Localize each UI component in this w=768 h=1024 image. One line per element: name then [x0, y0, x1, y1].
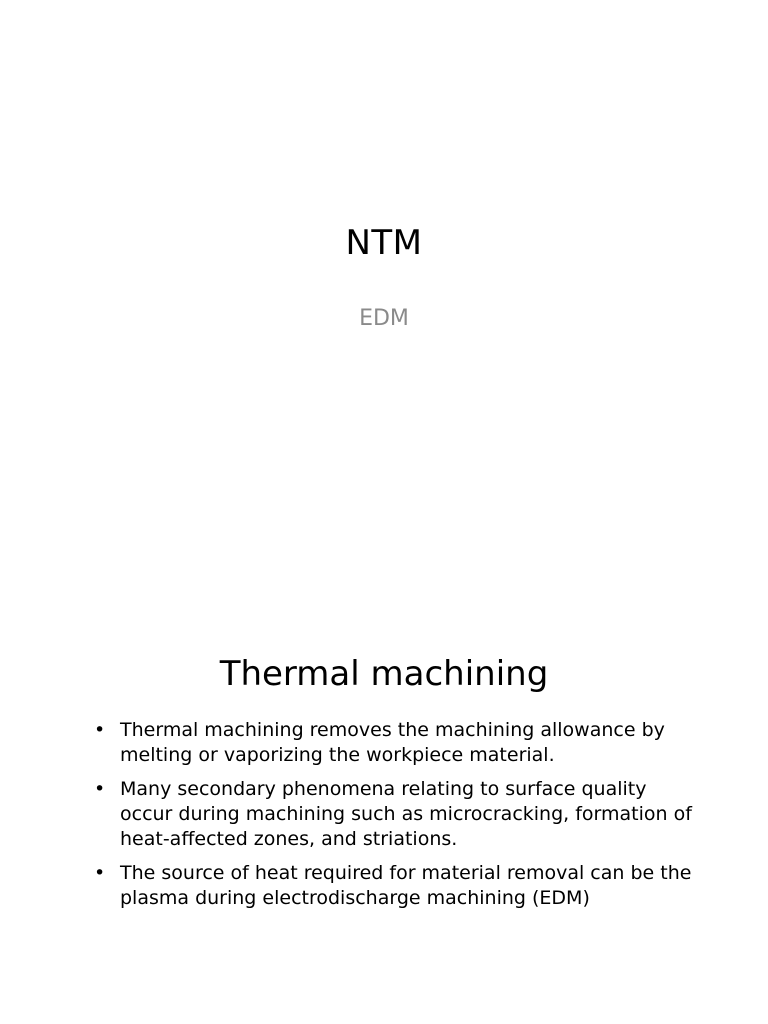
slide-subtitle-edm: EDM	[359, 306, 409, 331]
slide-title-ntm: NTM	[345, 223, 423, 263]
bullet-item	[94, 718, 694, 768]
content-slide	[0, 512, 768, 1024]
bullet-text: Many secondary phenomena relating to surface quality occur during machining such as microcracking, formation of heat-affected zones, and striations.	[120, 778, 692, 850]
bullet-item	[94, 861, 694, 911]
bullet-icon: •	[94, 719, 106, 741]
bullet-item	[94, 777, 694, 852]
slide-title-thermal-machining: Thermal machining	[219, 654, 549, 694]
bullet-list	[94, 718, 694, 920]
bullet-icon: •	[94, 862, 106, 884]
bullet-text: The source of heat required for material removal can be the plasma during electrodischarge machining (EDM)	[120, 862, 692, 909]
bullet-icon: •	[94, 778, 106, 800]
bullet-text: Thermal machining removes the machining allowance by melting or vaporizing the workpiece material.	[120, 719, 665, 766]
